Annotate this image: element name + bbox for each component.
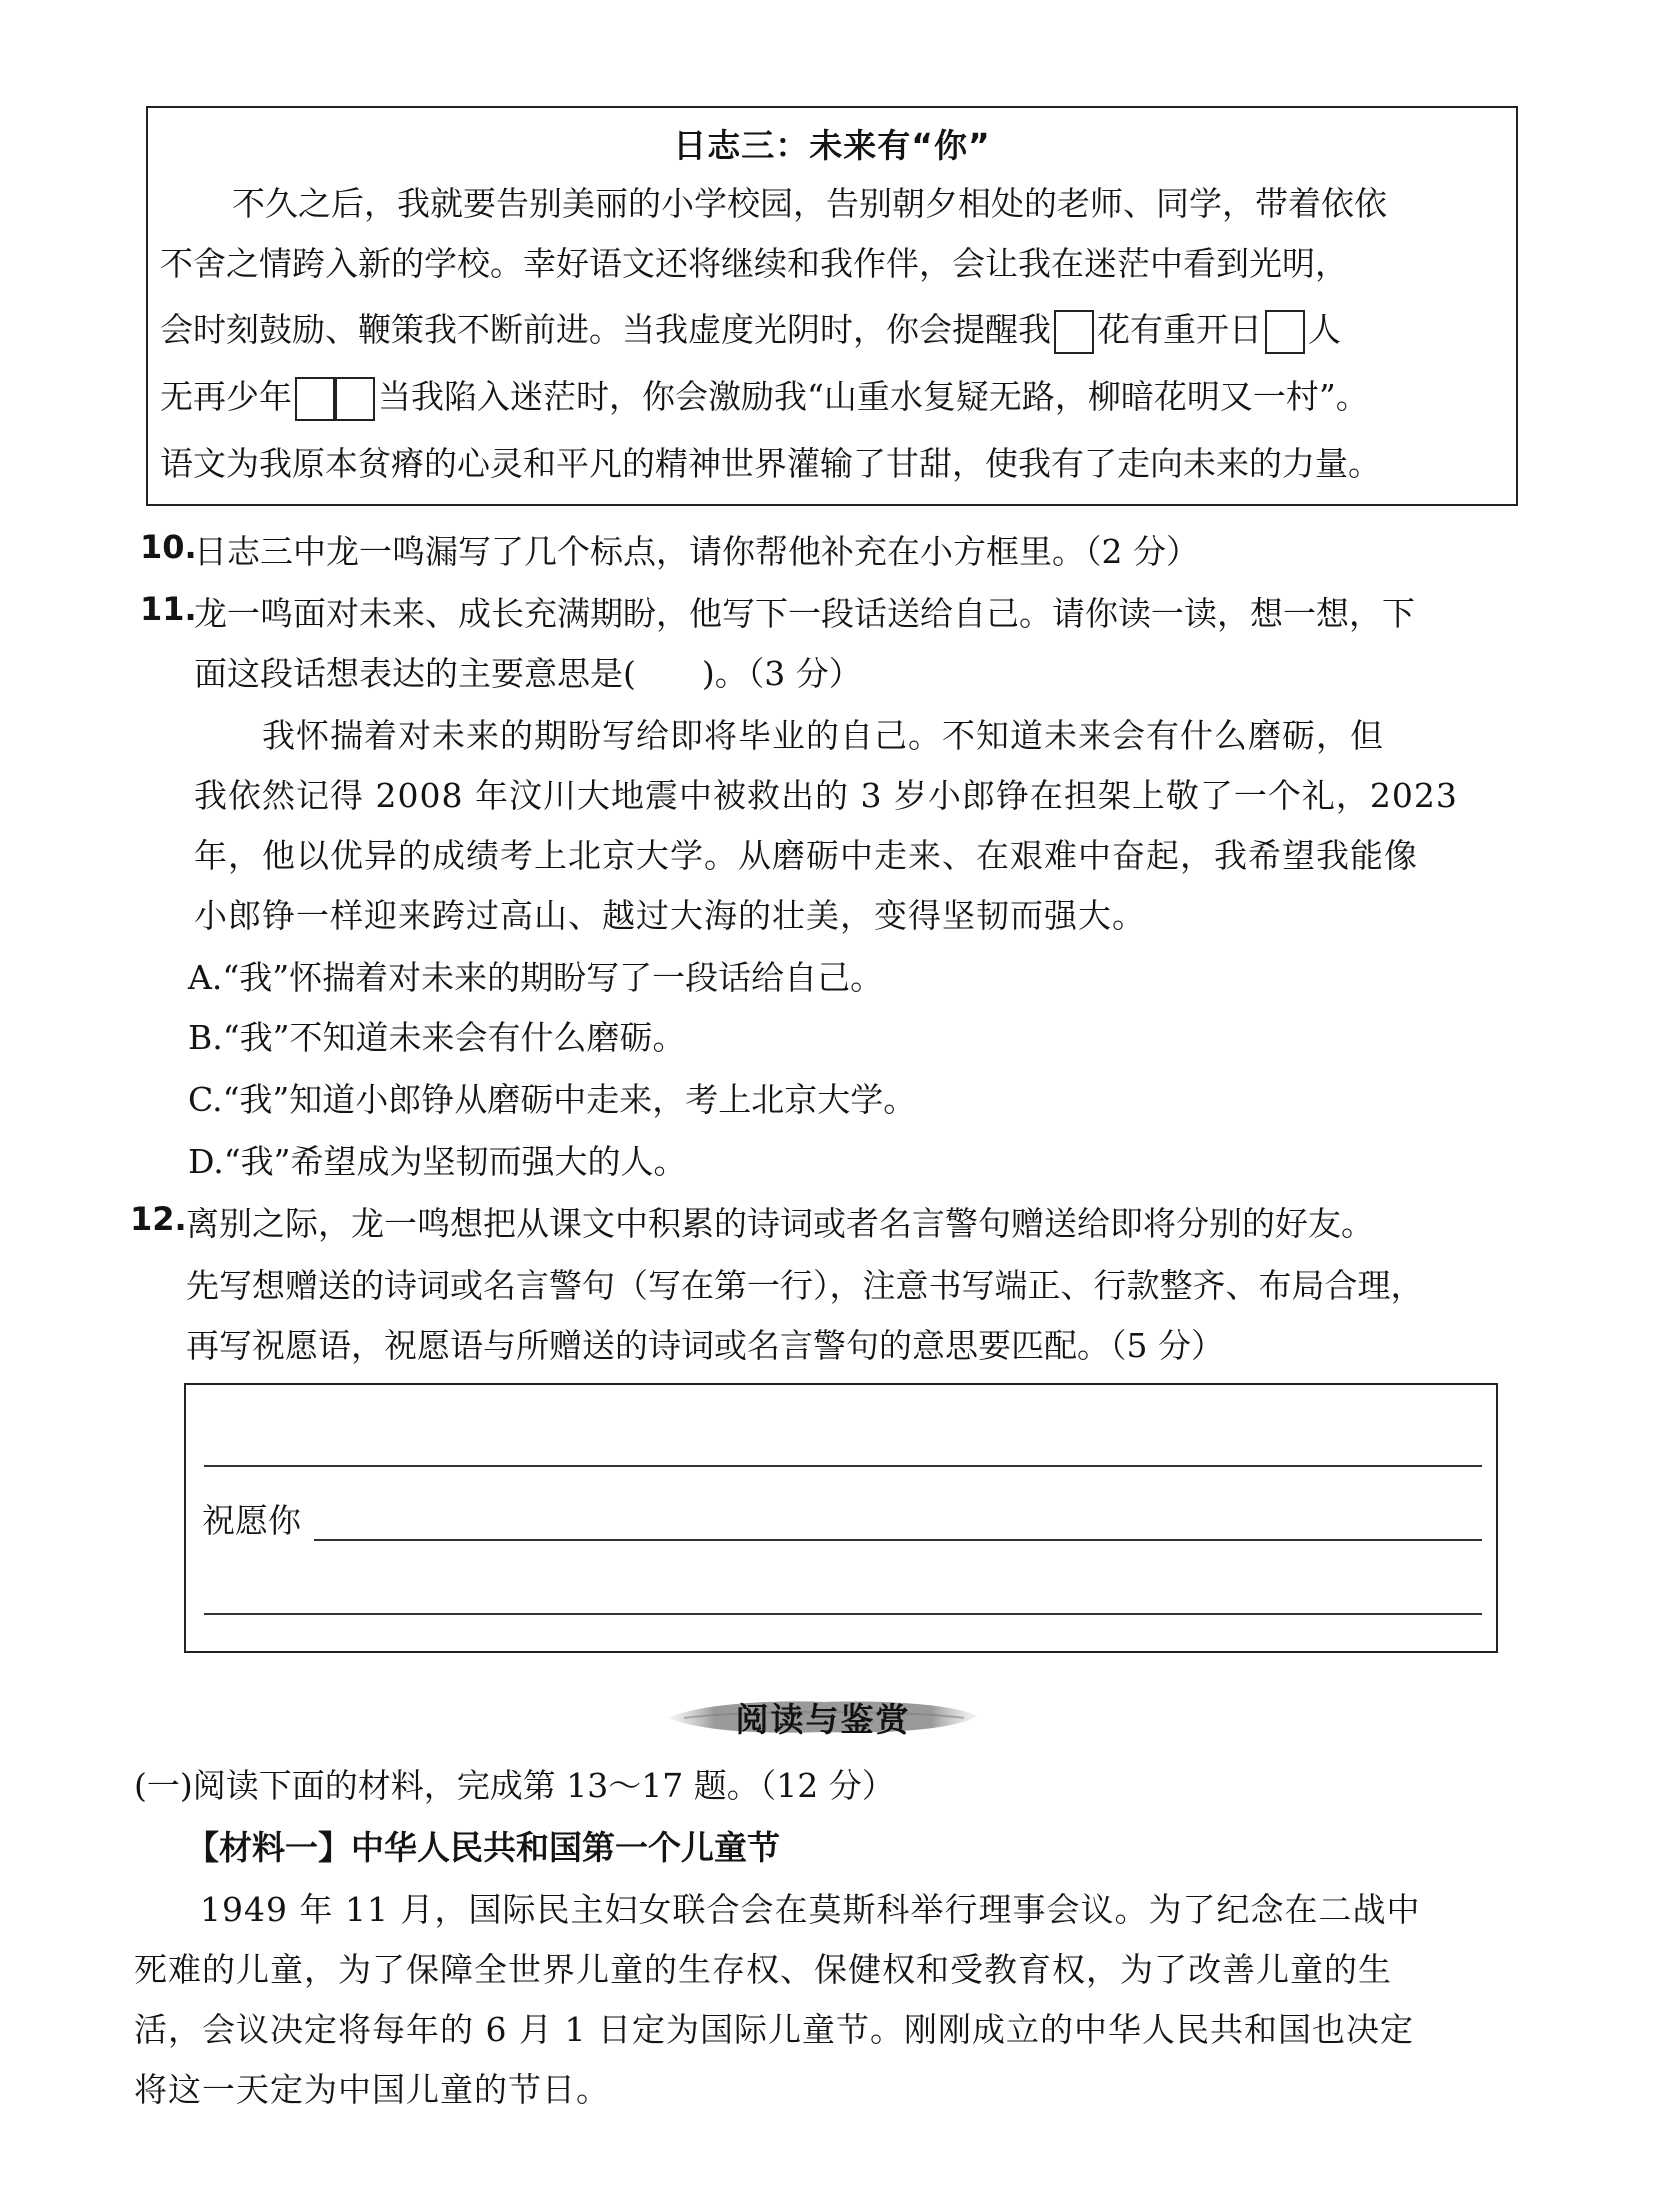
- punctuation-blank-4[interactable]: [335, 377, 375, 421]
- q11-passage-line-2: 我依然记得 2008 年汶川大地震中被救出的 3 岁小郎铮在担架上敬了一个礼，2023: [194, 776, 1458, 815]
- q11-line-1: 龙一鸣面对未来、成长充满期盼，他写下一段话送给自己。请你读一读，想一想，下: [194, 594, 1415, 633]
- q12-answer-box: [184, 1383, 1498, 1653]
- log3-box: [146, 106, 1518, 506]
- q11-option-a[interactable]: A.“我”怀揣着对未来的期盼写了一段话给自己。: [188, 958, 884, 997]
- log3-line-4-part-a: 无再少年: [160, 377, 292, 416]
- q12-number: 12.: [130, 1200, 187, 1238]
- log3-line-5: 语文为我原本贫瘠的心灵和平凡的精神世界灌输了甘甜，使我有了走向未来的力量。: [160, 444, 1381, 483]
- q11-passage-line-4: 小郎铮一样迎来跨过高山、越过大海的壮美，变得坚韧而强大。: [194, 896, 1146, 935]
- section-banner: [664, 1688, 982, 1744]
- q11-passage-line-3: 年，他以优异的成绩考上北京大学。从磨砺中走来、在艰难中奋起，我希望我能像: [194, 836, 1418, 875]
- writing-line-3[interactable]: [204, 1613, 1482, 1615]
- q11-number: 11.: [140, 590, 197, 628]
- wish-label: 祝愿你: [202, 1501, 301, 1540]
- q10-number: 10.: [140, 528, 197, 566]
- punctuation-blank-3[interactable]: [295, 377, 335, 421]
- q11-line-2: 面这段话想表达的主要意思是( )。（3 分）: [194, 654, 862, 693]
- log3-line-4-part-b: 当我陷入迷茫时，你会激励我“山重水复疑无路，柳暗花明又一村”。: [378, 377, 1369, 416]
- material-1-line-2: 死难的儿童，为了保障全世界儿童的生存权、保健权和受教育权，为了改善儿童的生: [134, 1950, 1392, 1989]
- log3-line-1: 不久之后，我就要告别美丽的小学校园，告别朝夕相处的老师、同学，带着依依: [232, 184, 1387, 223]
- log3-line-2: 不舍之情跨入新的学校。幸好语文还将继续和我作伴，会让我在迷茫中看到光明，: [160, 244, 1348, 283]
- q10-text: 日志三中龙一鸣漏写了几个标点，请你帮他补充在小方框里。（2 分）: [194, 532, 1199, 571]
- log3-title: 日志三：未来有“你”: [673, 126, 991, 165]
- section-intro: (一)阅读下面的材料，完成第 13～17 题。（12 分）: [134, 1766, 895, 1805]
- log3-line-3-part-a: 会时刻鼓励、鞭策我不断前进。当我虚度光阴时，你会提醒我: [160, 310, 1051, 349]
- q11-option-b[interactable]: B.“我”不知道未来会有什么磨砺。: [188, 1018, 686, 1057]
- log3-line-3-part-c: 人: [1308, 310, 1341, 349]
- q11-option-c[interactable]: C.“我”知道小郎铮从磨砺中走来，考上北京大学。: [188, 1080, 917, 1119]
- material-1-title: 【材料一】中华人民共和国第一个儿童节: [186, 1828, 780, 1867]
- q12-line-2: 先写想赠送的诗词或名言警句（写在第一行），注意书写端正、行款整齐、布局合理，: [186, 1266, 1424, 1305]
- material-1-line-1: 1949 年 11 月，国际民主妇女联合会在莫斯科举行理事会议。为了纪念在二战中: [200, 1890, 1421, 1929]
- punctuation-blank-2[interactable]: [1265, 310, 1305, 354]
- log3-line-3-part-b: 花有重开日: [1097, 310, 1262, 349]
- log3-line-3: [160, 304, 1341, 354]
- punctuation-blank-1[interactable]: [1054, 310, 1094, 354]
- material-1-line-4: 将这一天定为中国儿童的节日。: [134, 2070, 610, 2109]
- writing-line-1[interactable]: [204, 1465, 1482, 1467]
- q12-line-3: 再写祝愿语，祝愿语与所赠送的诗词或名言警句的意思要匹配。（5 分）: [186, 1326, 1224, 1365]
- material-1-line-3: 活，会议决定将每年的 6 月 1 日定为国际儿童节。刚刚成立的中华人民共和国也决定: [134, 2010, 1414, 2049]
- q11-option-d[interactable]: D.“我”希望成为坚韧而强大的人。: [188, 1142, 687, 1181]
- log3-line-4: [160, 371, 1369, 421]
- section-banner-title: 阅读与鉴赏: [735, 1700, 911, 1739]
- q11-passage-line-1: 我怀揣着对未来的期盼写给即将毕业的自己。不知道未来会有什么磨砺，但: [262, 716, 1384, 755]
- q12-line-1: 离别之际，龙一鸣想把从课文中积累的诗词或者名言警句赠送给即将分别的好友。: [186, 1204, 1374, 1243]
- writing-line-2[interactable]: [314, 1539, 1482, 1541]
